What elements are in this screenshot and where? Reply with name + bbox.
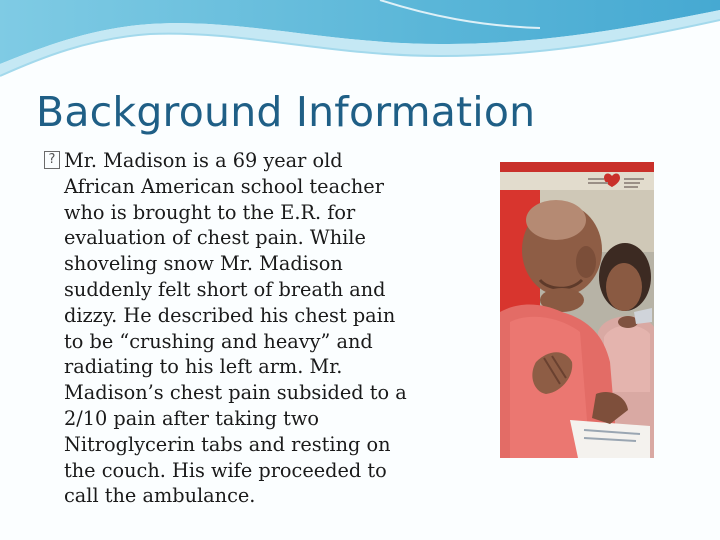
header-wave-decoration: [0, 0, 720, 90]
body-line: African American school teacher: [64, 174, 384, 198]
bullet-glyph-icon: ?: [44, 151, 60, 169]
body-text-block: [44, 148, 444, 509]
body-line: Mr. Madison is a 69 year old: [64, 149, 343, 172]
body-paragraph: [64, 148, 444, 509]
body-line: Madison’s chest pain subsided to a: [64, 381, 407, 405]
body-line: call the ambulance.: [64, 484, 256, 508]
body-line: evaluation of chest pain. While: [64, 226, 366, 250]
body-line: to be “crushing and heavy” and: [64, 329, 373, 353]
body-line: Nitroglycerin tabs and resting on: [64, 432, 391, 456]
body-line: radiating to his left arm. Mr.: [64, 355, 343, 379]
slide-title: Background Information: [36, 88, 536, 136]
body-line: dizzy. He described his chest pain: [64, 303, 396, 327]
body-line: 2/10 pain after taking two: [64, 406, 319, 430]
body-line: shoveling snow Mr. Madison: [64, 252, 343, 276]
body-line: the couch. His wife proceeded to: [64, 458, 387, 482]
body-line: suddenly felt short of breath and: [64, 277, 386, 301]
patient-photo: [500, 162, 654, 458]
body-line: who is brought to the E.R. for: [64, 200, 356, 224]
